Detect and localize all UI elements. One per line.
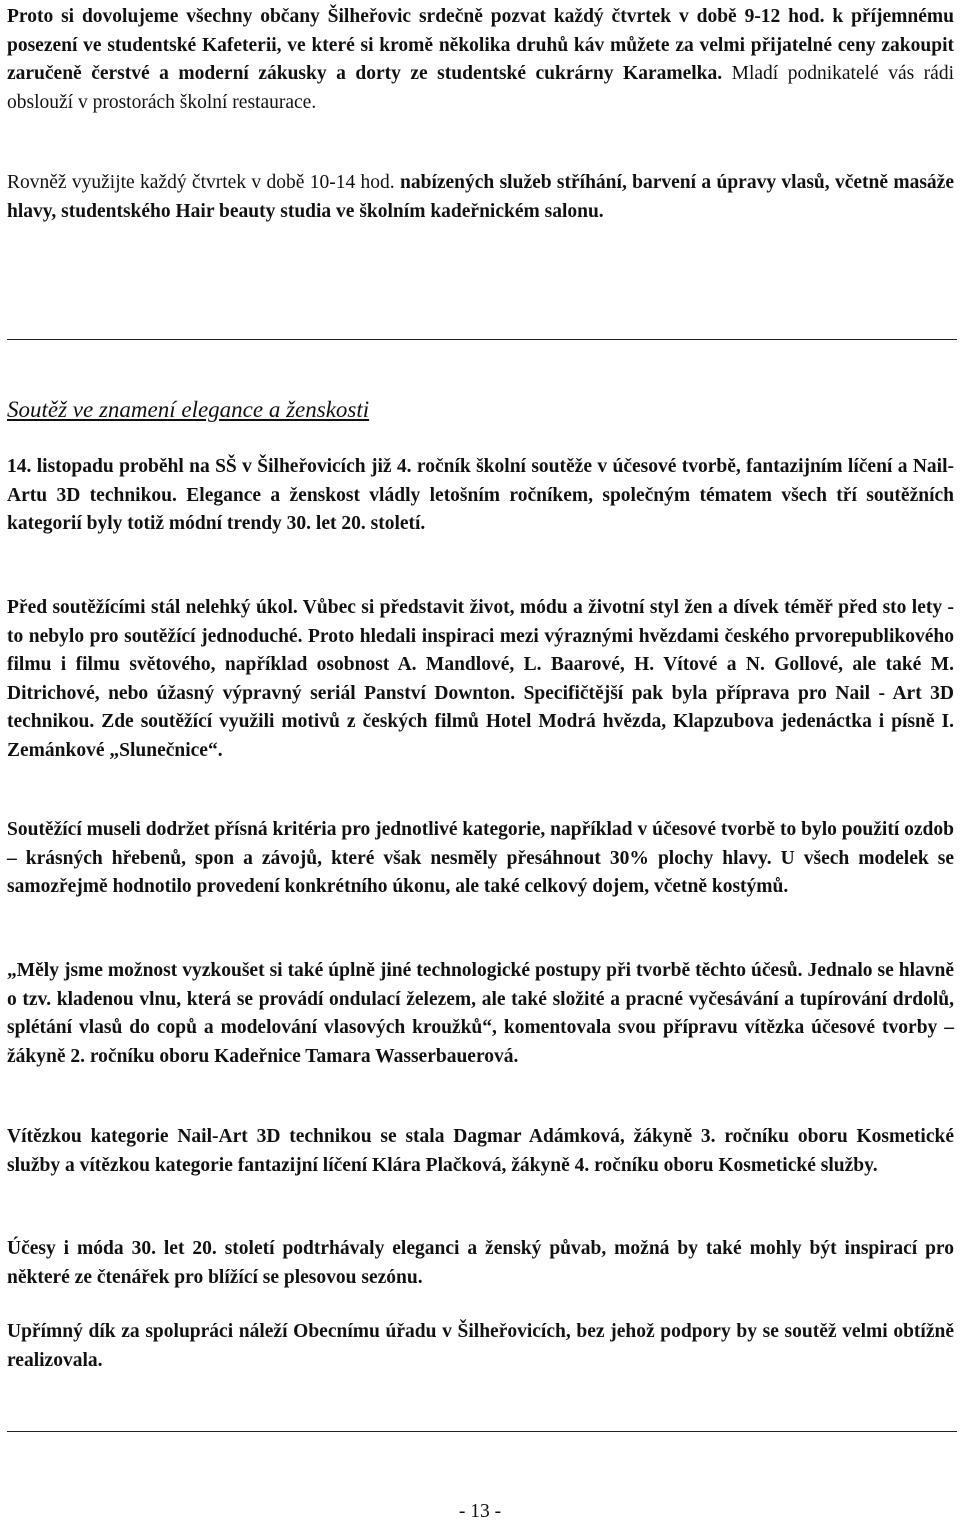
invitation-paragraph (7, 3, 954, 117)
hair-service-paragraph (7, 169, 954, 226)
divider-bottom (7, 1431, 957, 1432)
article-paragraph-2: Před soutěžícími stál nelehký úkol. Vůbec si představit život, módu a životní styl žen a dívek téměř před sto lety - to nebylo pro soutěžící jednoduché. Proto hledali inspiraci mezi výraznými hvězdami českého prvorepublikového filmu i filmu světového, například osobnost A. Mandlové, L. Baarové, H. Vítové a N. Gollové, ale také M. Ditrichové, nebo úžasný výpravný seriál Panství Downton. Specifičtější pak byla příprava pro Nail - Art 3D technikou. Zde soutěžící využili motivů z českých filmů Hotel Modrá hvězda, Klapzubova jedenáctka i písně I. Zemánkové „Slunečnice“. (7, 597, 954, 761)
hair-service-text-plain: Rovněž využijte každý čtvrtek v době 10-14 hod. (7, 172, 395, 193)
page-number: - 13 - (458, 1501, 502, 1522)
article-paragraph-5: Vítězkou kategorie Nail-Art 3D technikou se stala Dagmar Adámková, žákyně 3. ročníku oboru Kosmetické služby a vítězkou kategorie fantazijní líčení Klára Plačková, žákyně 4. ročníku oboru Kosmetické služby. (7, 1126, 954, 1176)
article-paragraph-4: „Měly jsme možnost vyzkoušet si také úplně jiné technologické postupy při tvorbě těchto účesů. Jednalo se hlavně o tzv. kladenou vlnu, která se provádí ondulací železem, ale také složité a pracné vyčesávání a tupírování drdolů, splétání vlasů do copů a modelování vlasových kroužků“, komentovala svou přípravu vítězka účesové tvorby – žákyně 2. ročníku oboru Kadeřnice Tamara Wasserbauerová. (7, 960, 954, 1067)
article-paragraph-7: Upřímný dík za spolupráci náleží Obecnímu úřadu v Šilheřovicích, bez jehož podpory by se soutěž velmi obtížně realizovala. (7, 1321, 954, 1371)
hair-service-text: nabízených služeb stříhání, barvení a úpravy vlasů, včetně masáže hlavy, studentského Hair beauty studia ve školním kadeřnickém salonu. (7, 172, 954, 222)
divider-top (7, 339, 957, 340)
invitation-text: Proto si dovolujeme všechny občany Šilheřovic srdečně pozvat každý čtvrtek v době 9-12 hod. k příjemnému posezení ve studentské Kafeterii, ve které si kromě několika druhů káv můžete za velmi přijatelné ceny zakoupit zaručeně čerstvé a moderní zákusky a dorty ze studentské cukrárny Karamelka. (7, 6, 954, 84)
invitation-text-plain: Mladí podnikatelé vás rádi obslouží v prostorách školní restaurace. (7, 63, 955, 113)
article-paragraph-6: Účesy i móda 30. let 20. století podtrhávaly eleganci a ženský půvab, možná by také mohly být inspirací pro některé ze čtenářek pro blížící se plesovou sezónu. (7, 1238, 954, 1288)
article-title: Soutěž ve znamení elegance a ženskosti (7, 397, 370, 422)
article-paragraph-1: 14. listopadu proběhl na SŠ v Šilheřovicích již 4. ročník školní soutěže v účesové tvorbě, fantazijním líčení a Nail- Artu 3D technikou. Elegance a ženskost vládly letošním ročníkem, společným tématem všech tří soutěžních kategorií byly totiž módní trendy 30. let 20. století. (7, 456, 954, 534)
article-paragraph-3: Soutěžící museli dodržet přísná kritéria pro jednotlivé kategorie, například v účesové tvorbě to bylo použití ozdob – krásných hřebenů, spon a závojů, které však nesměly přesáhnout 30% plochy hlavy. U všech modelek se samozřejmě hodnotilo provedení konkrétního úkonu, ale také celkový dojem, včetně kostýmů. (7, 819, 954, 897)
